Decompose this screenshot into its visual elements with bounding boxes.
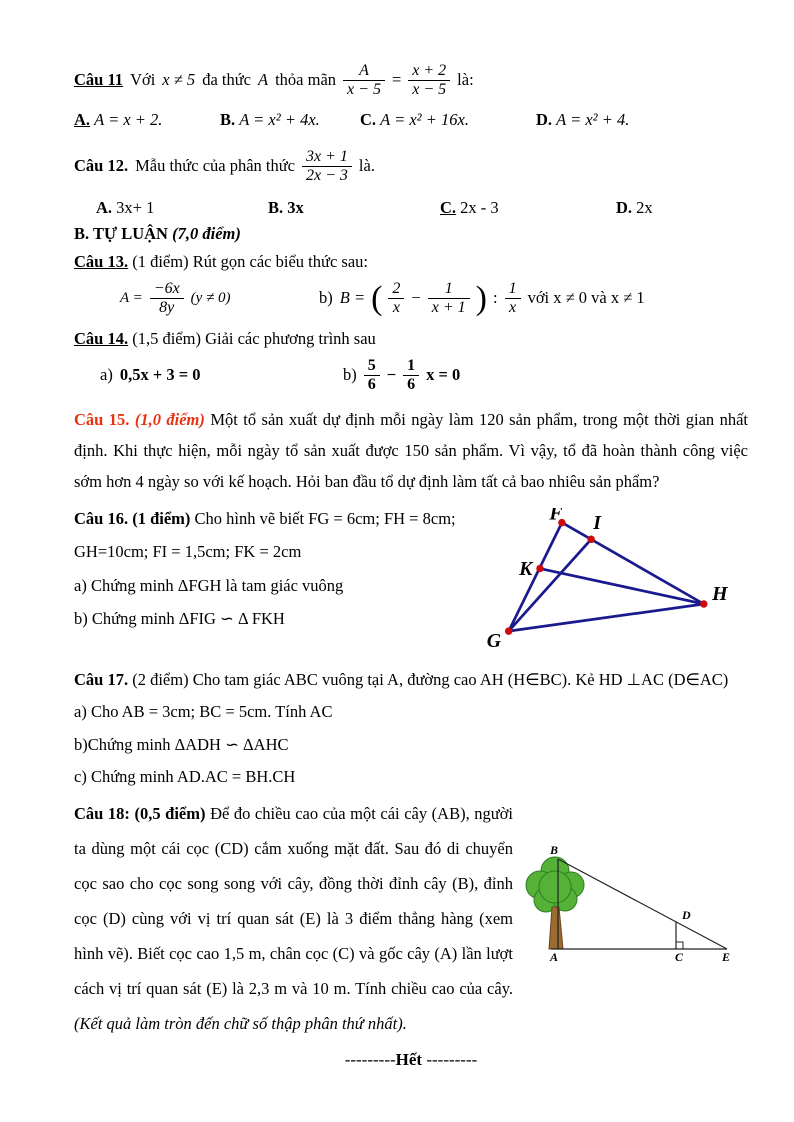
q14-equation-b (343, 357, 460, 394)
end-label: Hết (395, 1049, 423, 1069)
label-G: G (486, 629, 502, 652)
measurement-lines (551, 859, 727, 949)
q11-label: Câu 11 (74, 70, 124, 89)
fraction-numerator: 3x + 1 (302, 148, 352, 167)
option-text: 2x - 3 (460, 198, 499, 217)
q15-label: Câu 15. (74, 409, 130, 429)
fraction (408, 62, 450, 99)
right-angle-mark (676, 942, 683, 949)
q18-label: Câu 18: (0,5 điểm) (74, 803, 206, 823)
label-E: E (721, 949, 731, 964)
segment-FH (562, 522, 704, 603)
fraction-numerator: 1 (505, 280, 521, 299)
option-label: A. (74, 110, 91, 129)
segment-GH (509, 604, 704, 631)
q11-text1: Với (130, 70, 156, 89)
q14b-item-letter: b) (343, 365, 357, 385)
option-text: 3x+ 1 (116, 198, 155, 217)
q16-item-a: a) Chứng minh ΔFGH là tam giác vuông (74, 575, 344, 595)
q15-body: Một tổ sản xuất dự định mỗi ngày làm 120 sản phẩm, trong một thời gian nhất định. Khi thực hiện, mỗi ngày tổ sản xuất được 150 sản phẩm. Vì vậy, tổ đã hoàn thành công việc sớm hơn 4 ngày so với kế hoạch. Hỏi ban đầu tổ dự định làm tất cả bao nhiêu sản phẩm? (74, 409, 749, 492)
q12-statement (74, 140, 748, 192)
q16-given-2: GH=10cm; FI = 1,5cm; FK = 2cm (74, 542, 302, 562)
option-text: A = x + 2. (94, 110, 163, 129)
q16-figure-container (476, 508, 748, 657)
triangle-figure (476, 508, 748, 652)
q12-option-a (96, 198, 268, 218)
point-I (587, 535, 595, 543)
q11-text4: là: (457, 70, 474, 89)
q11-option-b (220, 110, 360, 130)
point-G (505, 627, 513, 635)
fraction-numerator: A (343, 62, 385, 81)
q12-text1: Mẫu thức của phân thức (135, 156, 296, 175)
q13-label: Câu 13. (74, 252, 129, 271)
option-label: C. (360, 110, 377, 129)
q11-option-a (74, 110, 220, 130)
q17-question (74, 667, 748, 790)
q12-option-d (616, 198, 653, 218)
sightline-BE (558, 859, 727, 949)
segment-FG (509, 522, 562, 631)
fraction-denominator: x (509, 298, 517, 316)
q18-text (74, 797, 513, 1042)
q11-text2: đa thức (202, 70, 251, 89)
q17-item-c: c) Chứng minh AD.AC = BH.CH (74, 767, 296, 787)
q13-expression-a (74, 280, 312, 317)
tree-trunk (549, 907, 563, 949)
close-paren: ) (475, 279, 487, 317)
option-label: B. (220, 110, 236, 129)
q11-option-c (360, 110, 536, 130)
option-text: A = x² + 4. (556, 110, 630, 129)
fraction (364, 357, 380, 394)
option-text: A = x² + 4x. (239, 110, 320, 129)
label-B: B (549, 842, 559, 857)
q13b-condition: với x ≠ 0 và x ≠ 1 (527, 288, 645, 308)
minus-sign: − (411, 288, 421, 308)
q13a-condition: (y ≠ 0) (190, 289, 231, 306)
q17-statement (74, 667, 748, 693)
q11-variable: A (258, 70, 269, 89)
q16-line1 (74, 506, 476, 532)
q17-item-a: a) Cho AB = 3cm; BC = 5cm. Tính AC (74, 702, 333, 722)
segment-GI (509, 539, 591, 631)
q18-rounding-note: (Kết quả làm tròn đến chữ số thập phân thứ nhất). (74, 1013, 407, 1033)
division-colon: : (492, 288, 498, 308)
fraction (343, 62, 385, 99)
option-label: D. (536, 110, 553, 129)
q14a-equation: 0,5x + 3 = 0 (119, 365, 201, 385)
fraction-numerator: 1 (403, 357, 419, 376)
q11-condition: x ≠ 5 (162, 70, 196, 89)
option-text: 3x (287, 198, 304, 217)
q12-option-b (268, 198, 440, 218)
q13a-lead: A = (120, 289, 143, 306)
label-H: H (712, 582, 728, 605)
fraction (388, 280, 404, 317)
section-b-points: (7,0 điểm) (172, 224, 241, 243)
fraction (150, 280, 184, 317)
q15-question (74, 404, 748, 498)
q11-option-d (536, 110, 629, 130)
q17-item-b: b)Chứng minh ΔADH ∽ ΔAHC (74, 734, 289, 754)
fraction-denominator: x − 5 (347, 80, 381, 98)
q12-option-c (440, 198, 616, 218)
q11-text3: thỏa mãn (275, 70, 337, 89)
fraction (505, 280, 521, 317)
q12-options (74, 198, 748, 218)
end-marker (74, 1050, 748, 1070)
label-F: F (549, 507, 563, 525)
open-paren: ( (371, 279, 383, 317)
option-text: 2x (636, 198, 653, 217)
point-K (536, 564, 544, 572)
option-label: A. (96, 198, 113, 217)
q13b-lead: B = (339, 288, 366, 308)
q15-points: (1,0 điểm) (134, 409, 205, 429)
triangle-edges (509, 522, 704, 631)
end-dashes-left: --------- (344, 1049, 396, 1069)
q14-equations (74, 357, 748, 394)
fraction-numerator: 1 (428, 280, 470, 299)
label-C: C (674, 949, 684, 964)
fraction-numerator: 5 (364, 357, 380, 376)
fraction (302, 148, 352, 185)
fraction-numerator: −6x (150, 280, 184, 299)
fraction-denominator: 2x − 3 (306, 166, 348, 184)
q13-expressions (74, 280, 748, 317)
fraction-denominator: x + 1 (431, 298, 466, 316)
end-dashes-right: --------- (422, 1049, 478, 1069)
q11-statement (74, 54, 748, 106)
q13-intro: (1 điểm) Rút gọn các biểu thức sau: (132, 252, 368, 271)
label-D: D (682, 907, 691, 922)
q14-intro: (1,5 điểm) Giải các phương trình sau (132, 328, 376, 348)
tree-crown (526, 857, 584, 912)
fraction (428, 280, 470, 317)
q18-question (74, 797, 748, 1042)
fraction-numerator: x + 2 (408, 62, 450, 81)
fraction-denominator: 6 (367, 375, 376, 393)
section-b-title: B. TỰ LUẬN (74, 224, 168, 243)
fraction-denominator: x − 5 (412, 80, 447, 98)
q16-label: Câu 16. (1 điểm) (74, 508, 191, 528)
q16-given-1: Cho hình vẽ biết FG = 6cm; FH = 8cm; (194, 508, 456, 528)
q16-text (74, 506, 476, 657)
minus-sign: − (386, 365, 397, 385)
label-I: I (593, 511, 601, 534)
fraction-numerator: 2 (388, 280, 404, 299)
q17-intro: (2 điểm) Cho tam giác ABC vuông tại A, đường cao AH (H∈BC). Kẻ HD ⊥AC (D∈AC) (132, 669, 729, 689)
label-K: K (519, 557, 533, 580)
q14-equation-a (74, 365, 336, 385)
q14-label: Câu 14. (74, 328, 129, 348)
fraction-denominator: 6 (407, 375, 416, 393)
q13-statement (74, 252, 748, 272)
option-text: A = x² + 16x. (380, 110, 469, 129)
q18-figure-container (513, 797, 748, 1042)
q12-label: Câu 12. (74, 156, 129, 175)
label-A: A (549, 949, 559, 964)
q12-text2: là. (358, 156, 375, 175)
equals-sign: = (391, 70, 402, 89)
fraction (403, 357, 419, 394)
section-b-header (74, 224, 748, 244)
q14-statement (74, 329, 748, 349)
q14a-item-letter: a) (100, 365, 113, 385)
q14b-tail: x = 0 (426, 365, 461, 385)
option-label: B. (268, 198, 284, 217)
q13-expression-b (319, 280, 645, 317)
fraction-denominator: 8y (159, 298, 175, 316)
q16-question (74, 506, 748, 657)
q13b-item-letter: b) (319, 288, 333, 308)
q18-body: Để đo chiều cao của một cái cây (AB), người ta dùng một cái cọc (CD) cắm xuống mặt đất. Sau đó di chuyển cọc sao cho cọc song song với cây, đồng thời đỉnh cây (B), đỉnh cọc (D) cùng với vị trí quan sát (E) là 3 điểm thẳng hàng (xem hình vẽ). Biết cọc cao 1,5 m, chân cọc (C) và gốc cây (A) lần lượt cách vị trí quan sát (E) là 2,3 m và 10 m. Tính chiều cao của cây. (74, 803, 514, 998)
fraction-denominator: x (392, 298, 400, 316)
point-H (700, 600, 708, 608)
q17-label: Câu 17. (74, 669, 129, 689)
tree-measurement-figure (513, 843, 748, 968)
q11-options (74, 110, 748, 130)
segment-KH (540, 568, 704, 603)
option-label: D. (616, 198, 633, 217)
q16-item-b: b) Chứng minh ΔFIG ∽ Δ FKH (74, 609, 285, 629)
option-label: C. (440, 198, 457, 217)
